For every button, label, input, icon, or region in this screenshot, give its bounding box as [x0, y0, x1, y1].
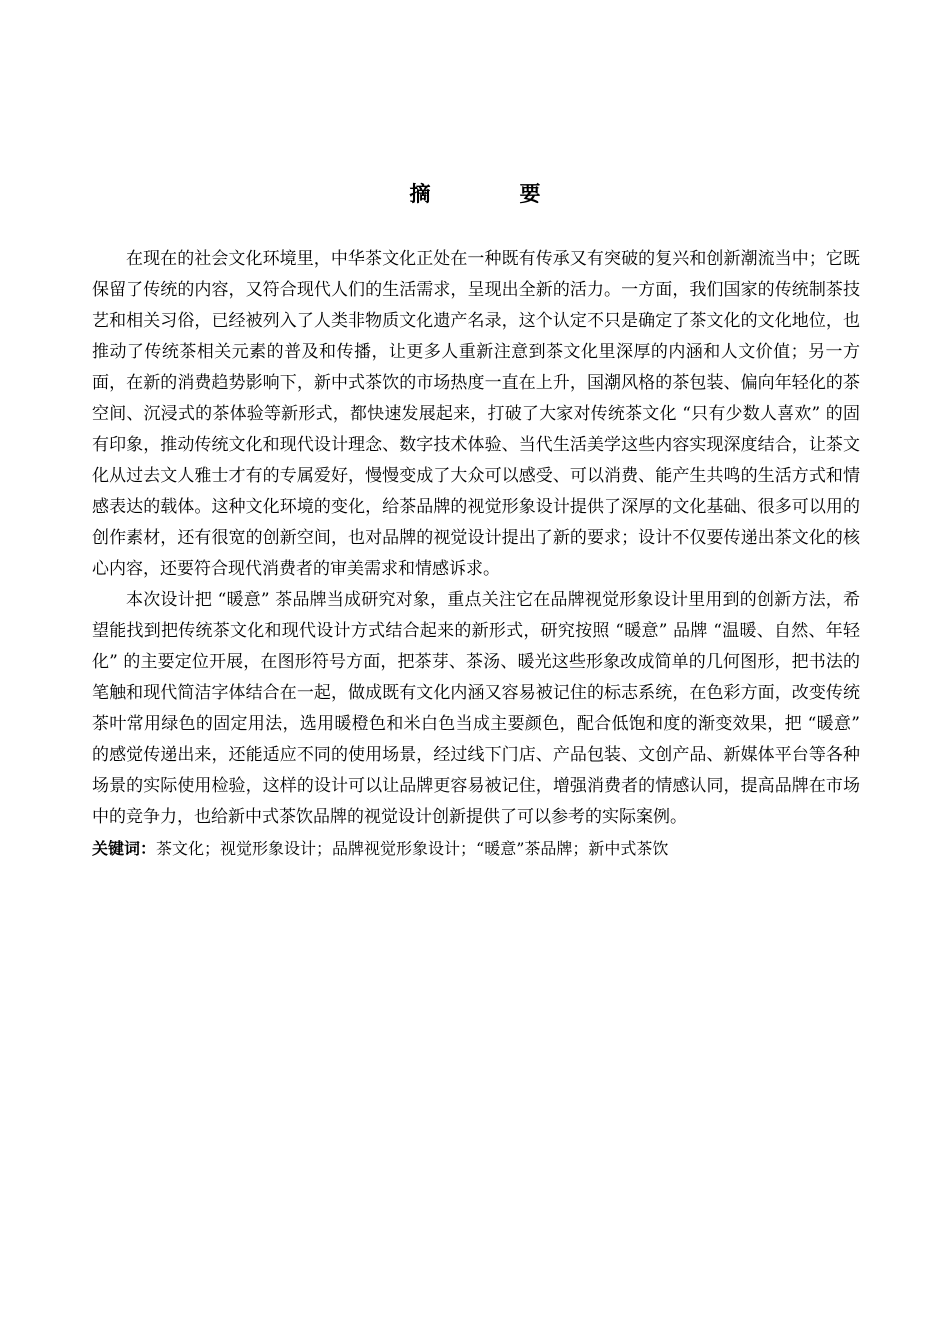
abstract-paragraph-1: 在现在的社会文化环境里，中华茶文化正处在一种既有传承又有突破的复兴和创新潮流当中；它既保留了传统的内容，又符合现代人们的生活需求，呈现出全新的活力。一方面，我们国家的传统制茶技艺和相关习俗，已经被列入了人类非物质文化遗产名录，这个认定不只是确定了茶文化的文化地位，也推动了传统茶相关元素的普及和传播，让更多人重新注意到茶文化里深厚的内涵和人文价值；另一方面，在新的消费趋势影响下，新中式茶饮的市场热度一直在上升，国潮风格的茶包装、偏向年轻化的茶空间、沉浸式的茶体验等新形式，都快速发展起来，打破了大家对传统茶文化 “只有少数人喜欢” 的固有印象，推动传统文化和现代设计理念、数字技术体验、当代生活美学这些内容实现深度结合，让茶文化从过去文人雅士才有的专属爱好，慢慢变成了大众可以感受、可以消费、能产生共鸣的生活方式和情感表达的载体。这种文化环境的变化，给茶品牌的视觉形象设计提供了深厚的文化基础、很多可以用的创作素材，还有很宽的创新空间，也对品牌的视觉设计提出了新的要求；设计不仅要传递出茶文化的核心内容，还要符合现代消费者的审美需求和情感诉求。 — [92, 249, 860, 579]
keywords-line — [92, 833, 860, 864]
keywords-label: 关键词： — [92, 839, 157, 858]
abstract-paragraph-2: 本次设计把 “暖意” 茶品牌当成研究对象，重点关注它在品牌视觉形象设计里用到的创新方法，希望能找到把传统茶文化和现代设计方式结合起来的新形式，研究按照 “暖意” 品牌 “温暖、自然、年轻化” 的主要定位开展，在图形符号方面，把茶芽、茶汤、暖光这些形象改成简单的几何图形，把书法的笔触和现代简洁字体结合在一起，做成既有文化内涵又容易被记住的标志系统，在色彩方面，改变传统茶叶常用绿色的固定用法，选用暖橙色和米白色当成主要颜色，配合低饱和度的渐变效果，把 “暖意” 的感觉传递出来，还能适应不同的使用场景，经过线下门店、产品包装、文创产品、新媒体平台等各种场景的实际使用检验，这样的设计可以让品牌更容易被记住，增强消费者的情感认同，提高品牌在市场中的竞争力，也给新中式茶饮品牌的视觉设计创新提供了可以参考的实际案例。 — [92, 590, 860, 827]
abstract-title: 摘 要 — [409, 181, 575, 206]
abstract-body — [92, 244, 860, 864]
keywords-text: 茶文化；视觉形象设计；品牌视觉形象设计；“暖意”茶品牌；新中式茶饮 — [156, 839, 669, 858]
